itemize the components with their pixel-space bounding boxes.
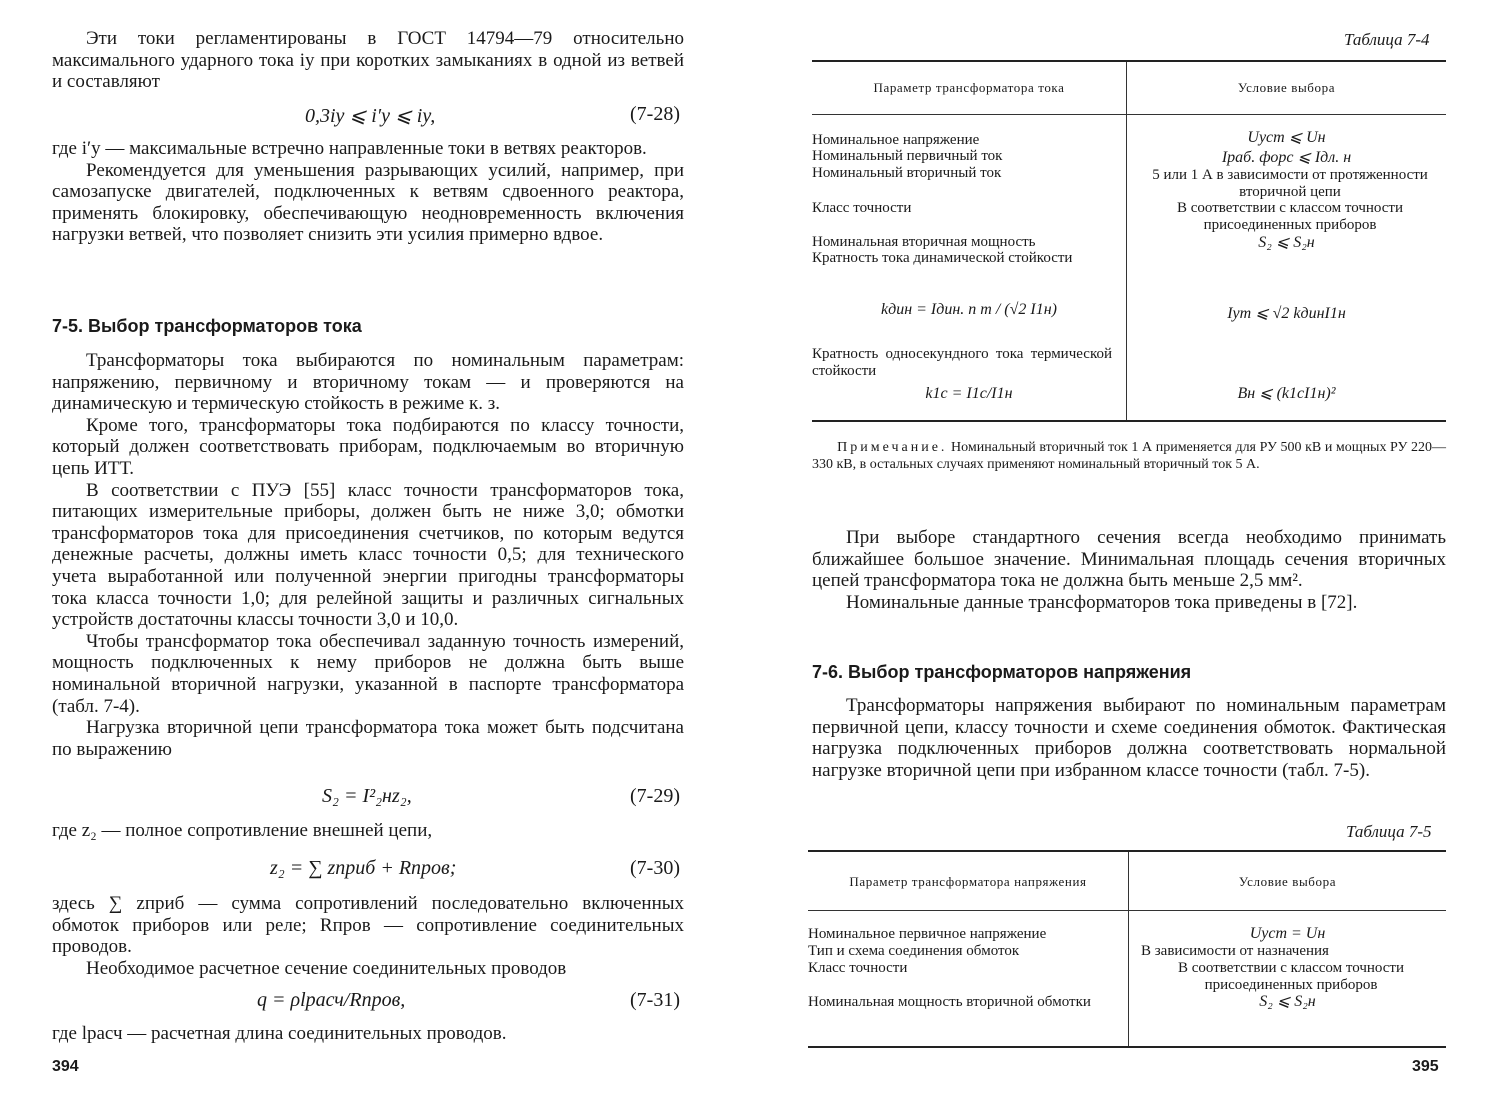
table-caption: Таблица 7-4 [1344, 30, 1430, 49]
paragraph: где lрасч — расчетная длина соединительных проводов. [52, 1023, 507, 1044]
paragraph: где i′у — максимальные встречно направленные токи в ветвях реакторов. [52, 138, 647, 159]
formula-7-30: z₂ = ∑ zприб + Rпров; [270, 857, 457, 879]
text-block-7 [812, 527, 1446, 613]
table-cell: Номинальное первичное напряжение [808, 926, 1047, 942]
table-formula: k1с = I1с/I1н [925, 385, 1013, 402]
section-heading: 7-6. Выбор трансформаторов напряжения [812, 662, 1192, 682]
text-block-8 [812, 695, 1446, 781]
table-cell: В соответствии с классом точности присоединенных приборов [1176, 200, 1404, 233]
right-page [746, 0, 1492, 1101]
table-header: Условие выбора [1237, 80, 1336, 95]
paragraph: Кроме того, трансформаторы тока подбираются по классу точности, который должен соответствовать приборам, подключаемым во вторичную цепь ИТТ. [52, 414, 684, 479]
paragraph: Номинальные данные трансформаторов тока приведены в [72]. [846, 591, 1358, 613]
text-block-2 [52, 138, 684, 246]
paragraph: В соответствии с ПУЭ [55] класс точности трансформаторов тока, питающих измерительные приборы, должен быть не ниже 3,0; обмотки трансформаторов тока для присоединения счетчиков, по которым ведутся денежные расчеты, должны иметь класс точности 0,5; для технического учета выработанной или полученной энергии пригодны трансформаторы тока класса точности 1,0; для релейной защиты и различных сигнальных устройств достаточны классы точности 3,0 и 10,0. [52, 479, 684, 631]
table-cell: Номинальная вторичная мощность [812, 234, 1036, 250]
paragraph: где z₂ — полное сопротивление внешней цепи, [52, 820, 433, 841]
table-cell: Iуm ⩽ √2 kдинI1н [1227, 305, 1346, 322]
table-cell: Uуст ⩽ Uн [1247, 129, 1326, 146]
paragraph: Трансформаторы напряжения выбирают по номинальным параметрам первичной цепи, классу точности и схеме соединения обмоток. Фактическая нагрузка подключенных приборов должна соответствовать нормальной нагрузке вторичной цепи при избранном классе точности (табл. 7-5). [812, 695, 1446, 781]
paragraph: Эти токи регламентированы в ГОСТ 14794—79 относительно максимального ударного тока iу при коротких замыканиях в одной из ветвей и составляют [52, 28, 684, 93]
table-cell: S₂ ⩽ S₂н [1259, 993, 1316, 1010]
table-note [812, 440, 1446, 473]
table-cell: В зависимости от назначения [1141, 943, 1329, 959]
table-cell: Номинальное напряжение [812, 132, 980, 148]
table-7-5 [808, 850, 1446, 1048]
table-cell: Кратность тока динамической стойкости [812, 250, 1073, 266]
table-cell: Uуст = Uн [1249, 925, 1326, 942]
text-block-1 [52, 28, 684, 93]
table-formula: kдин = Iдин. п m / (√2 I1н) [881, 301, 1057, 318]
table-header: Параметр трансформатора напряжения [849, 874, 1087, 889]
text-block-5 [52, 893, 684, 979]
table-cell: В соответствии с классом точности присоединенных приборов [1177, 960, 1405, 993]
section-heading: 7-5. Выбор трансформаторов тока [52, 316, 362, 336]
paragraph: здесь ∑ zприб — сумма сопротивлений последовательно включенных обмоток приборов или реле; Rпров — сопротивление соединительных проводов. [52, 893, 684, 958]
paragraph: При выборе стандартного сечения всегда необходимо принимать ближайшее большое значение. Минимальная площадь сечения вторичных цепей трансформатора тока не должна быть меньше 2,5 мм². [812, 527, 1446, 592]
table-cell: 5 или 1 А в зависимости от протяженности вторичной цепи [1152, 167, 1428, 200]
equation-number: (7-30) [630, 857, 680, 879]
formula-7-29: S₂ = I²₂нz₂, [322, 785, 412, 807]
paragraph: Рекомендуется для уменьшения разрывающих усилий, например, при самозапуске двигателей, подключенных к ветвям сдвоенного реактора, применять блокировку, обеспечивающую неодновременность включения нагрузки ветвей, что позволяет снизить эти усилия примерно вдвое. [52, 159, 684, 246]
table-caption: Таблица 7-5 [1346, 822, 1432, 841]
table-header: Параметр трансформатора тока [873, 80, 1065, 95]
table-cell: Класс точности [808, 960, 908, 976]
table-cell: Номинальная мощность вторичной обмотки [808, 994, 1091, 1010]
page-number: 395 [1412, 1058, 1439, 1075]
note-text: Номинальный вторичный ток 1 А применяется для РУ 500 кВ и мощных РУ 220—330 кВ, в остальных случаях применяют номинальный вторичный ток 5 А. [812, 440, 1446, 472]
text-block-6 [52, 1023, 684, 1045]
paragraph: Трансформаторы тока выбираются по номинальным параметрам: напряжению, первичному и вторичному токам — и проверяются на динамическую и термическую стойкость в режиме к. з. [52, 350, 684, 415]
formula-7-28: 0,3iу ⩽ i′у ⩽ iу, [305, 105, 436, 127]
table-divider [808, 910, 1446, 911]
paragraph: Нагрузка вторичной цепи трансформатора тока может быть подсчитана по выражению [52, 717, 684, 760]
table-cell: Тип и схема соединения обмоток [808, 943, 1020, 959]
table-cell: Класс точности [812, 200, 912, 216]
table-cell: S₂ ⩽ S₂н [1258, 234, 1315, 251]
table-cell: Iраб. форс ⩽ Iдл. н [1221, 149, 1352, 166]
equation-number: (7-29) [630, 785, 680, 807]
table-divider [812, 114, 1446, 115]
page-number: 394 [52, 1058, 79, 1075]
paragraph: Чтобы трансформатор тока обеспечивал заданную точность измерений, мощность подключенных к нему приборов не должна быть выше номинальной вторичной нагрузки, указанной в паспорте трансформатора (табл. 7-4). [52, 630, 684, 717]
text-block-3 [52, 350, 684, 760]
formula-7-31: q = ρlрасч/Rпров, [257, 989, 406, 1011]
table-cell: Номинальный первичный ток [812, 148, 1003, 164]
table-header: Условие выбора [1238, 874, 1337, 889]
equation-number: (7-31) [630, 989, 680, 1011]
table-cell: Номинальный вторичный ток [812, 165, 1002, 181]
text-block-4 [52, 820, 684, 842]
table-7-4 [812, 60, 1446, 422]
table-cell: Вн ⩽ (k1сI1н)² [1237, 385, 1336, 402]
equation-number: (7-28) [630, 103, 680, 125]
table-cell: Кратность односекундного тока термической стойкости [812, 346, 1112, 379]
paragraph: Необходимое расчетное сечение соединительных проводов [86, 957, 567, 979]
note-label: Примечание. [837, 440, 948, 455]
